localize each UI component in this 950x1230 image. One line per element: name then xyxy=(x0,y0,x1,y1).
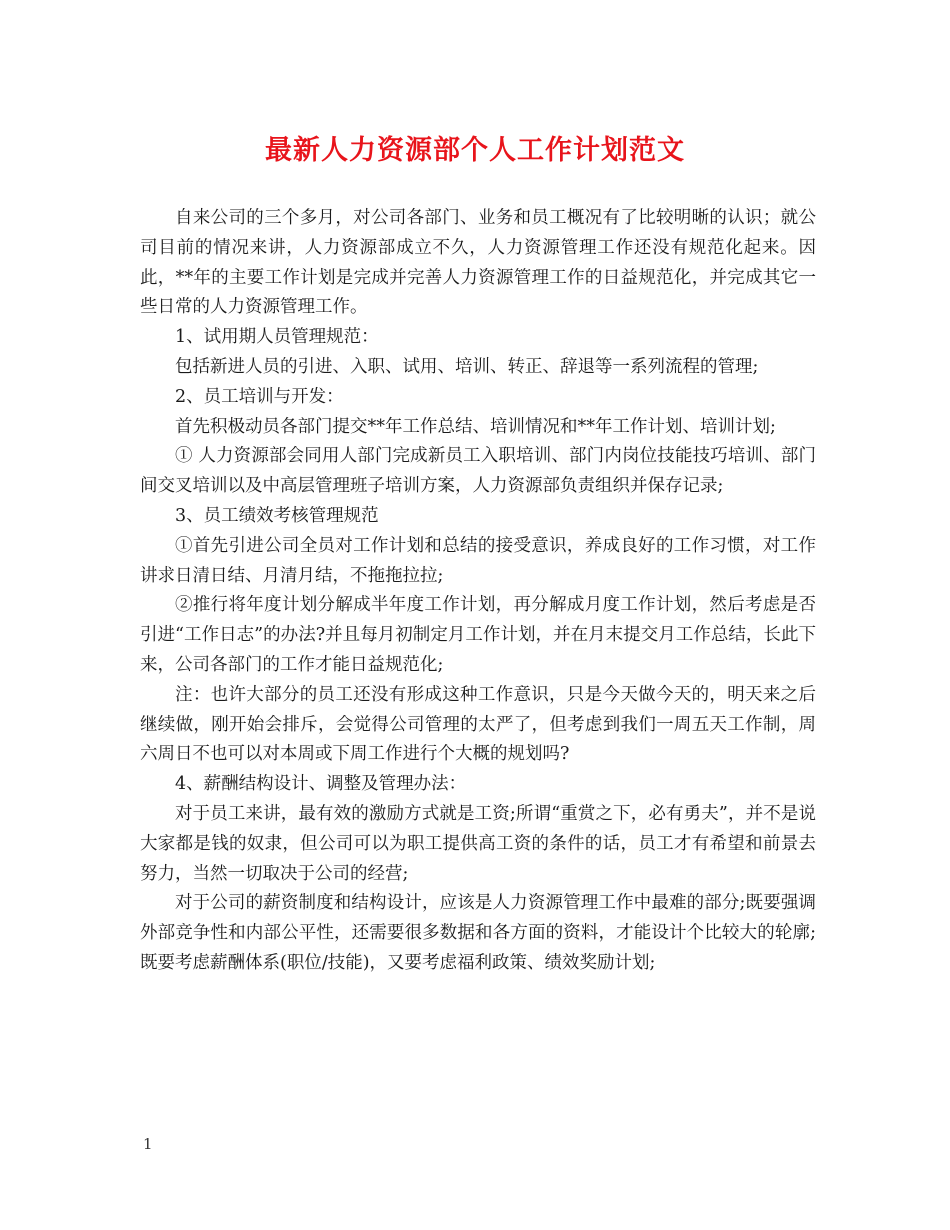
section-heading-performance: 3、员工绩效考核管理规范 xyxy=(175,505,379,526)
paragraph-salary-1: 对于员工来讲，最有效的激励方式就是工资;所谓“重赏之下，必有勇夫”，并不是说大家都是钱的奴隶，但公司可以为职工提供高工资的条件的话，员工才有希望和前景去努力，当然一切取决于公司的经营; xyxy=(140,803,816,884)
paragraph-note: 注：也许大部分的员工还没有形成这种工作意识，只是今天做今天的，明天来之后继续做，刚开始会排斥，会觉得公司管理的太严了，但考虑到我们一周五天工作制，周六周日不也可以对本周或下周工作进行个大概的规划吗? xyxy=(140,684,816,765)
document-body xyxy=(140,204,816,979)
paragraph-performance-2: ②推行将年度计划分解成半年度工作计划，再分解成月度工作计划，然后考虑是否引进“工作日志”的办法?并且每月初制定月工作计划，并在月末提交月工作总结，长此下来，公司各部门的工作才能日益规范化; xyxy=(140,595,816,675)
section-heading-probation: 1、试用期人员管理规范： xyxy=(175,327,379,348)
document-title: 最新人力资源部个人工作计划范文 xyxy=(265,135,685,166)
paragraph-salary-2: 对于公司的薪资制度和结构设计，应该是人力资源管理工作中最难的部分;既要强调外部竞争性和内部公平性，还需要很多数据和各方面的资料，才能设计个比较大的轮廓;既要考虑薪酬体系(职位/技能)，又要考虑福利政策、绩效奖励计划; xyxy=(140,893,816,973)
paragraph-intro: 自来公司的三个多月，对公司各部门、业务和员工概况有了比较明晰的认识；就公司目前的情况来讲，人力资源部成立不久，人力资源管理工作还没有规范化起来。因此，**年的主要工作计划是完成并完善人力资源管理工作的日益规范化，并完成其它一些日常的人力资源管理工作。 xyxy=(140,208,816,318)
section-heading-salary: 4、薪酬结构设计、调整及管理办法： xyxy=(175,774,467,795)
paragraph-training-2: ① 人力资源部会同用人部门完成新员工入职培训、部门内岗位技能技巧培训、部门间交叉培训以及中高层管理班子培训方案，人力资源部负责组织并保存记录; xyxy=(140,446,816,497)
page-number: 1 xyxy=(143,1135,153,1153)
paragraph-probation: 包括新进人员的引进、入职、试用、培训、转正、辞退等一系列流程的管理; xyxy=(175,356,759,377)
section-heading-training: 2、员工培训与开发： xyxy=(175,386,344,407)
paragraph-training-1: 首先积极动员各部门提交**年工作总结、培训情况和**年工作计划、培训计划; xyxy=(175,416,776,437)
paragraph-performance-1: ①首先引进公司全员对工作计划和总结的接受意识，养成良好的工作习惯，对工作讲求日清日结、月清月结，不拖拖拉拉; xyxy=(140,535,816,586)
